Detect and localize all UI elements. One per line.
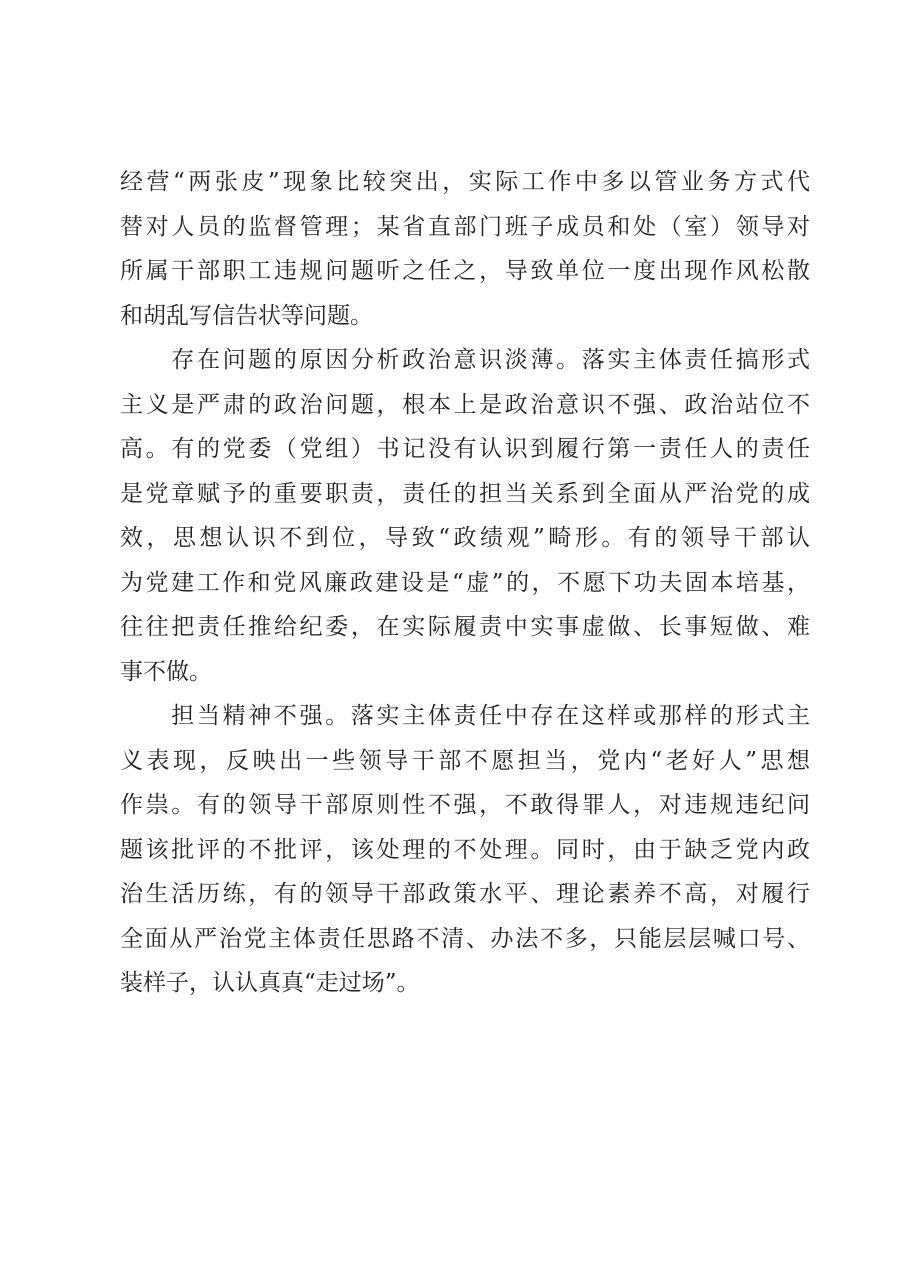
paragraph-2 xyxy=(120,338,810,694)
text-line: 全面从严治党主体责任思路不清、办法不多，只能层层喊口号、 xyxy=(120,925,810,952)
text-line: 往往把责任推给纪委，在实际履责中实事虚做、长事短做、难 xyxy=(120,614,810,640)
text-line: 事不做。 xyxy=(120,658,212,685)
text-line: 主义是严肃的政治问题，根本上是政治意识不强、政治站位不 xyxy=(120,391,810,418)
text-line: 为党建工作和党风廉政建设是“虚”的，不愿下功夫固本培基， xyxy=(120,569,810,596)
text-line: 装样子，认认真真“走过场”。 xyxy=(120,970,420,996)
document-body xyxy=(120,160,810,1006)
text-line: 治生活历练，有的领导干部政策水平、理论素养不高，对履行 xyxy=(120,881,810,907)
text-line: 高。有的党委（党组）书记没有认识到履行第一责任人的责任 xyxy=(120,436,810,462)
text-line: 担当精神不强。落实主体责任中存在这样或那样的形式主 xyxy=(120,703,810,729)
paragraph-3 xyxy=(120,694,810,1006)
text-line: 和胡乱写信告状等问题。 xyxy=(120,302,373,329)
text-line: 是党章赋予的重要职责，责任的担当关系到全面从严治党的成 xyxy=(120,480,810,507)
text-line: 效，思想认识不到位，导致“政绩观”畸形。有的领导干部认 xyxy=(120,525,810,551)
paragraph-1 xyxy=(120,160,810,338)
text-line: 作祟。有的领导干部原则性不强，不敢得罪人，对违规违纪问 xyxy=(120,792,810,818)
text-line: 所属干部职工违规问题听之任之，导致单位一度出现作风松散 xyxy=(120,258,810,284)
text-line: 义表现，反映出一些领导干部不愿担当，党内“老好人”思想 xyxy=(120,747,810,774)
text-line: 存在问题的原因分析政治意识淡薄。落实主体责任搞形式 xyxy=(120,347,810,373)
text-line: 替对人员的监督管理；某省直部门班子成员和处（室）领导对 xyxy=(120,213,810,240)
text-line: 经营“两张皮”现象比较突出，实际工作中多以管业务方式代 xyxy=(120,169,810,195)
text-line: 题该批评的不批评，该处理的不处理。同时，由于缺乏党内政 xyxy=(120,836,810,863)
